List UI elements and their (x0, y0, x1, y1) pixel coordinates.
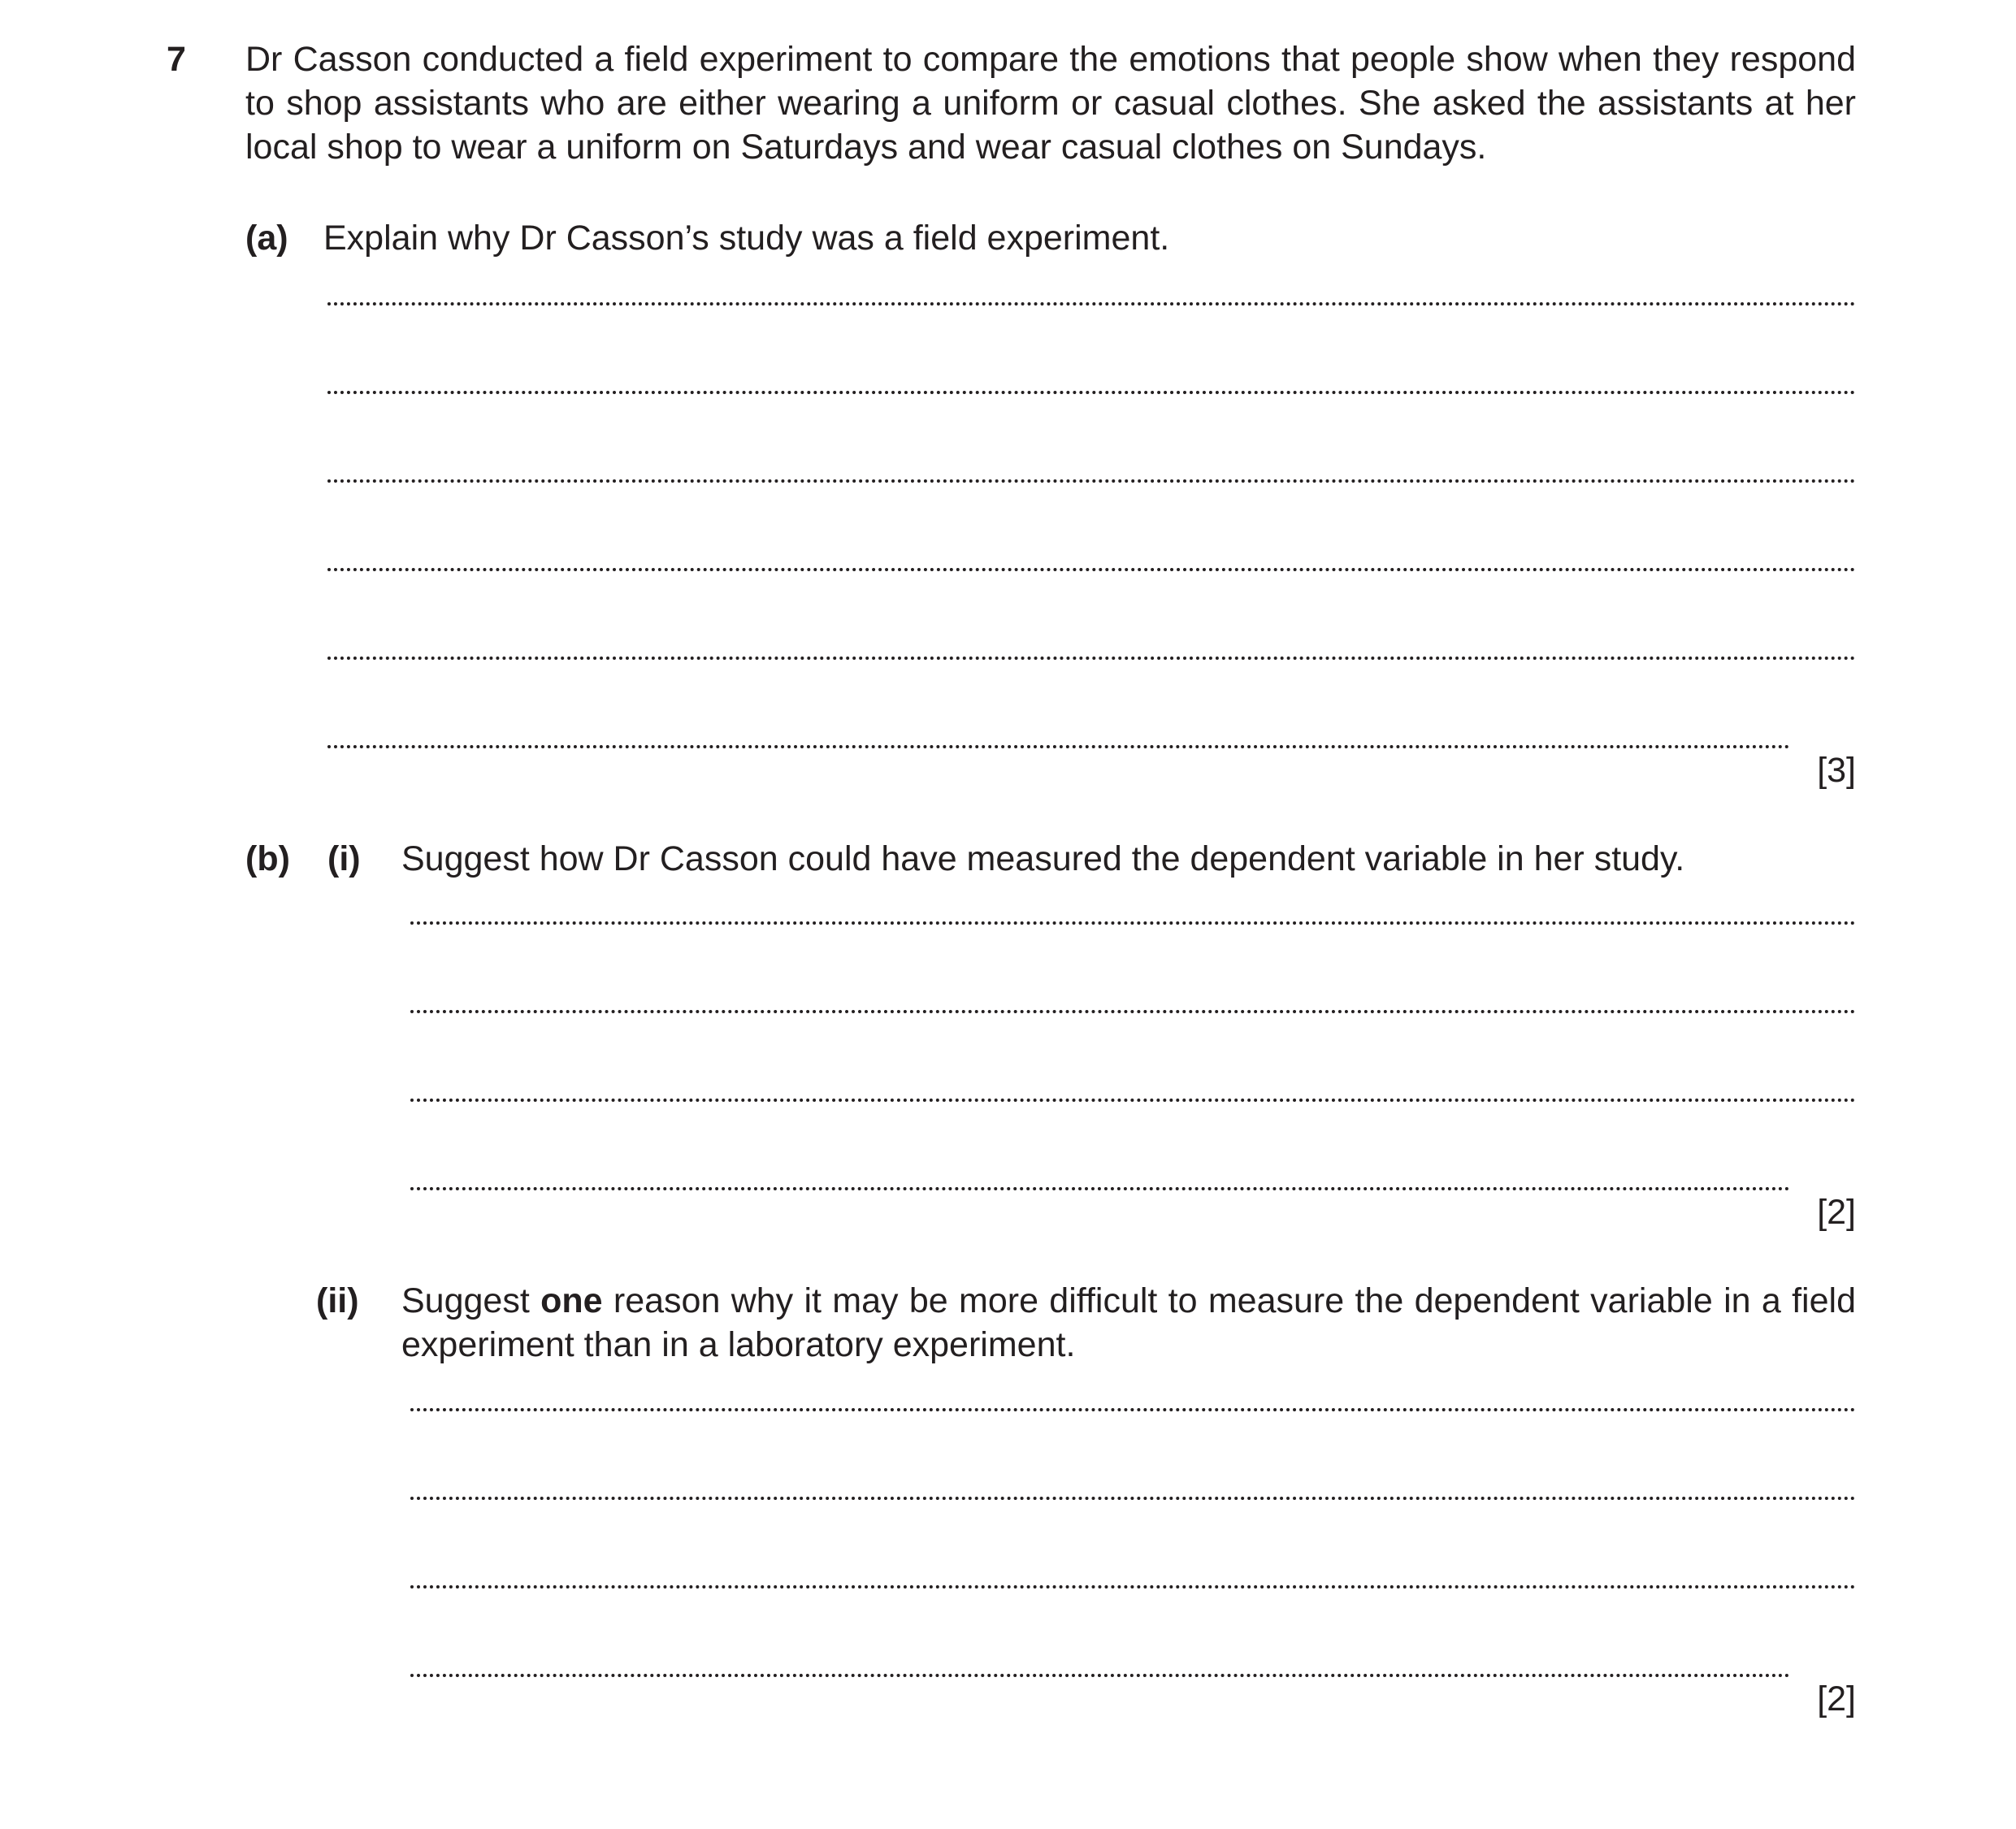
part-a-text: Explain why Dr Casson’s study was a field experiment. (323, 219, 1170, 258)
answer-line-bi2[interactable] (410, 1010, 1856, 1013)
answer-line-a5[interactable] (327, 657, 1856, 660)
answer-line-bi3[interactable] (410, 1099, 1856, 1102)
answer-line-bii4[interactable] (410, 1674, 1790, 1677)
answer-line-bii2[interactable] (410, 1497, 1856, 1500)
part-b-ii-text-before: Suggest (401, 1281, 541, 1320)
answer-line-a6[interactable] (327, 745, 1790, 748)
answer-line-a4[interactable] (327, 568, 1856, 571)
part-b-ii-label: (ii) (316, 1281, 359, 1320)
answer-line-bii3[interactable] (410, 1585, 1856, 1588)
marks-a: [3] (1817, 751, 1856, 790)
question-number: 7 (167, 40, 186, 79)
answer-line-a3[interactable] (327, 479, 1856, 483)
part-b-label: (b) (245, 839, 290, 878)
answer-line-bi4[interactable] (410, 1187, 1790, 1190)
part-b-ii-text (401, 1279, 1856, 1367)
part-b-i-label: (i) (327, 839, 361, 878)
part-a-label: (a) (245, 219, 288, 258)
answer-line-a1[interactable] (327, 302, 1856, 306)
answer-line-bi1[interactable] (410, 921, 1856, 925)
part-b-ii-text-after: reason why it may be more difficult to measure the dependent variable in a field experiment than in a laboratory experiment. (401, 1281, 1856, 1364)
marks-b-ii: [2] (1817, 1679, 1856, 1718)
marks-b-i: [2] (1817, 1193, 1856, 1232)
question-stem: Dr Casson conducted a field experiment to compare the emotions that people show when they respond to shop assistants who are either wearing a uniform or casual clothes. She asked the assistants at her local shop to wear a uniform on Saturdays and wear casual clothes on Sundays. (245, 40, 1856, 167)
part-b-i-text: Suggest how Dr Casson could have measured the dependent variable in her study. (401, 839, 1685, 878)
answer-line-bii1[interactable] (410, 1408, 1856, 1411)
answer-line-a2[interactable] (327, 391, 1856, 394)
part-b-ii-text-bold: one (540, 1281, 603, 1320)
